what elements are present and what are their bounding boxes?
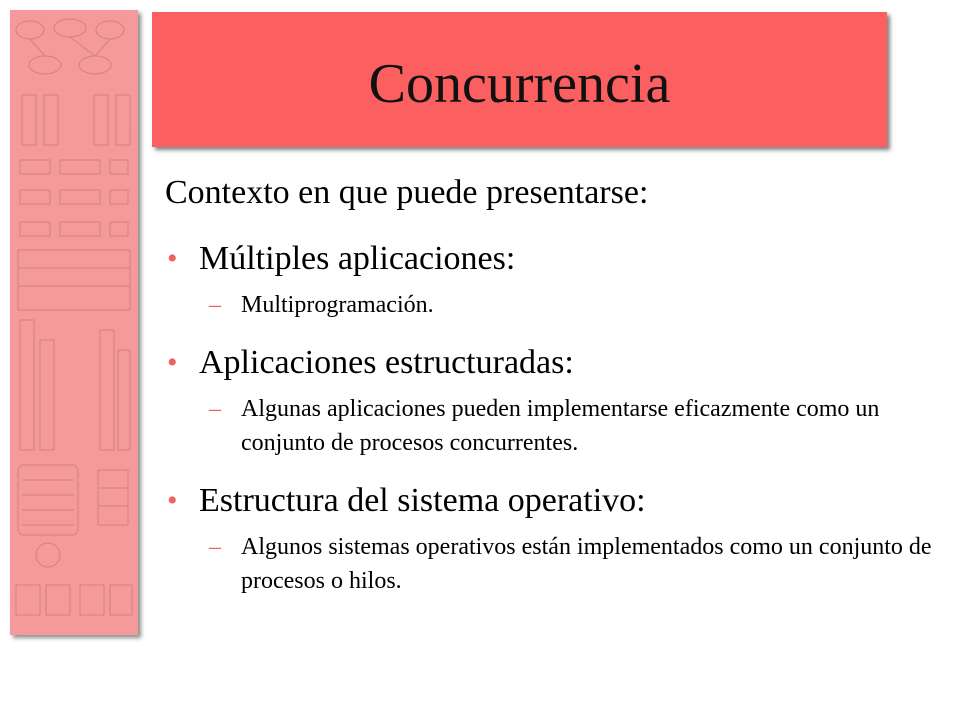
bullet-dot-icon: •: [167, 242, 178, 275]
bullet-text: Estructura del sistema operativo:: [199, 482, 646, 519]
bullet-text: Múltiples aplicaciones:: [199, 240, 516, 277]
slide-title: Concurrencia: [368, 52, 671, 115]
title-bar: [152, 12, 887, 147]
sub-bullet-text: Algunas aplicaciones pueden implementarse eficazmente como un conjunto de procesos concurrentes.: [241, 396, 880, 456]
bullet-text: Aplicaciones estructuradas:: [199, 344, 574, 381]
sub-bullet-item: [165, 392, 945, 460]
dash-icon: –: [209, 396, 221, 422]
dash-icon: –: [209, 534, 221, 560]
decorative-side-strip: [10, 10, 138, 635]
bullet-dot-icon: •: [167, 346, 178, 379]
sub-bullet-item: [165, 530, 945, 598]
bullet-item: [165, 236, 945, 282]
bullet-item: [165, 478, 945, 524]
sub-bullet-text: Algunos sistemas operativos están implementados como un conjunto de procesos o hilos.: [241, 534, 932, 594]
sub-bullet-item: [165, 288, 945, 322]
sub-bullet-text: Multiprogramación.: [241, 292, 434, 318]
bullet-item: [165, 340, 945, 386]
intro-text: Contexto en que puede presentarse:: [165, 174, 649, 211]
dash-icon: –: [209, 292, 221, 318]
bullet-dot-icon: •: [167, 484, 178, 517]
slide-body: [165, 170, 945, 622]
diagram-watermark-icon: [10, 10, 138, 635]
